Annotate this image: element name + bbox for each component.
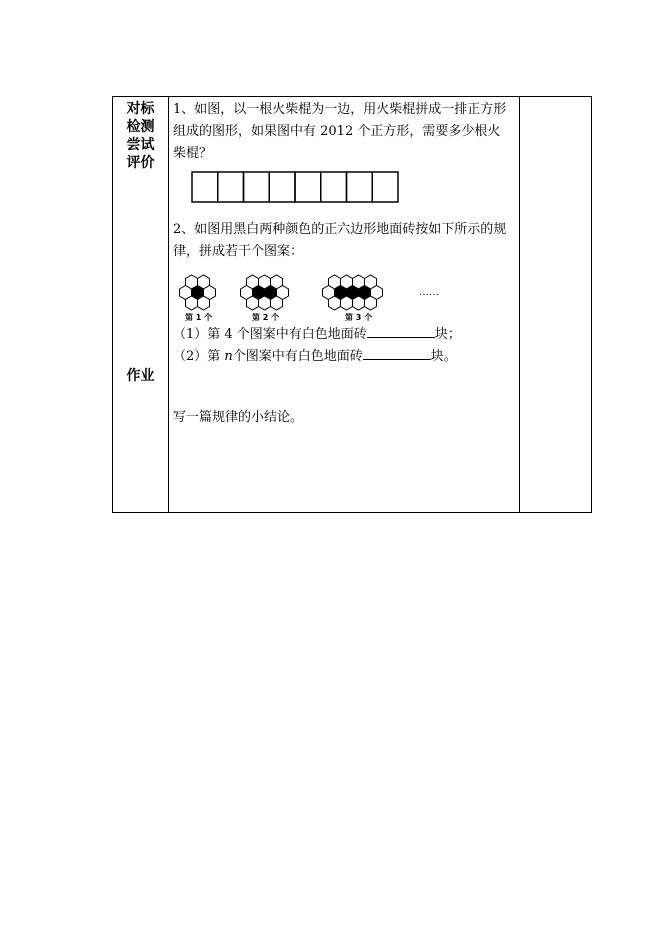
- square-4: [269, 172, 295, 202]
- hex-pattern-1: [180, 275, 216, 310]
- hex-pattern-2: [241, 275, 289, 310]
- problem2-question-2: （2）第 n个图案中有白色地面砖 块。: [173, 345, 513, 368]
- square-1: [192, 172, 218, 202]
- hexagon-tiles-figure: [175, 271, 455, 321]
- square-2: [218, 172, 244, 202]
- square-7: [347, 172, 373, 202]
- column-divider-right: [519, 97, 520, 512]
- problem1-text: 1、如图，以一根火柴棍为一边，用火柴棍拼成一排正方形组成的图形，如果图中有 2012 个正方形，需要多少根火柴棍？: [173, 102, 507, 161]
- ellipsis: ……: [419, 287, 439, 298]
- hex-pattern-3: [323, 275, 383, 310]
- homework-text: 写一篇规律的小结论。: [173, 410, 304, 425]
- matchstick-squares-figure: [191, 171, 399, 203]
- problem2-text: 2、如图用黑白两种颜色的正六边形地面砖按如下所示的规律，拼成若干个图案：: [173, 222, 507, 259]
- figure-label-2: 第 2 个: [252, 313, 280, 321]
- answer-blank-1[interactable]: [367, 323, 435, 338]
- figure-label-1: 第 1 个: [185, 313, 213, 321]
- square-6: [321, 172, 347, 202]
- figure-label-3: 第 3 个: [345, 313, 373, 321]
- column-divider-left: [168, 97, 169, 512]
- square-3: [244, 172, 270, 202]
- section-label-homework: 作业: [126, 368, 155, 384]
- problem2-question-1: （1）第 4 个图案中有白色地面砖 块；: [173, 323, 513, 346]
- answer-blank-2[interactable]: [363, 345, 431, 360]
- lesson-table: [112, 96, 592, 513]
- square-5: [295, 172, 321, 202]
- square-8: [372, 172, 398, 202]
- section-label-evaluation: 对标 检测 尝试 评价: [126, 101, 155, 171]
